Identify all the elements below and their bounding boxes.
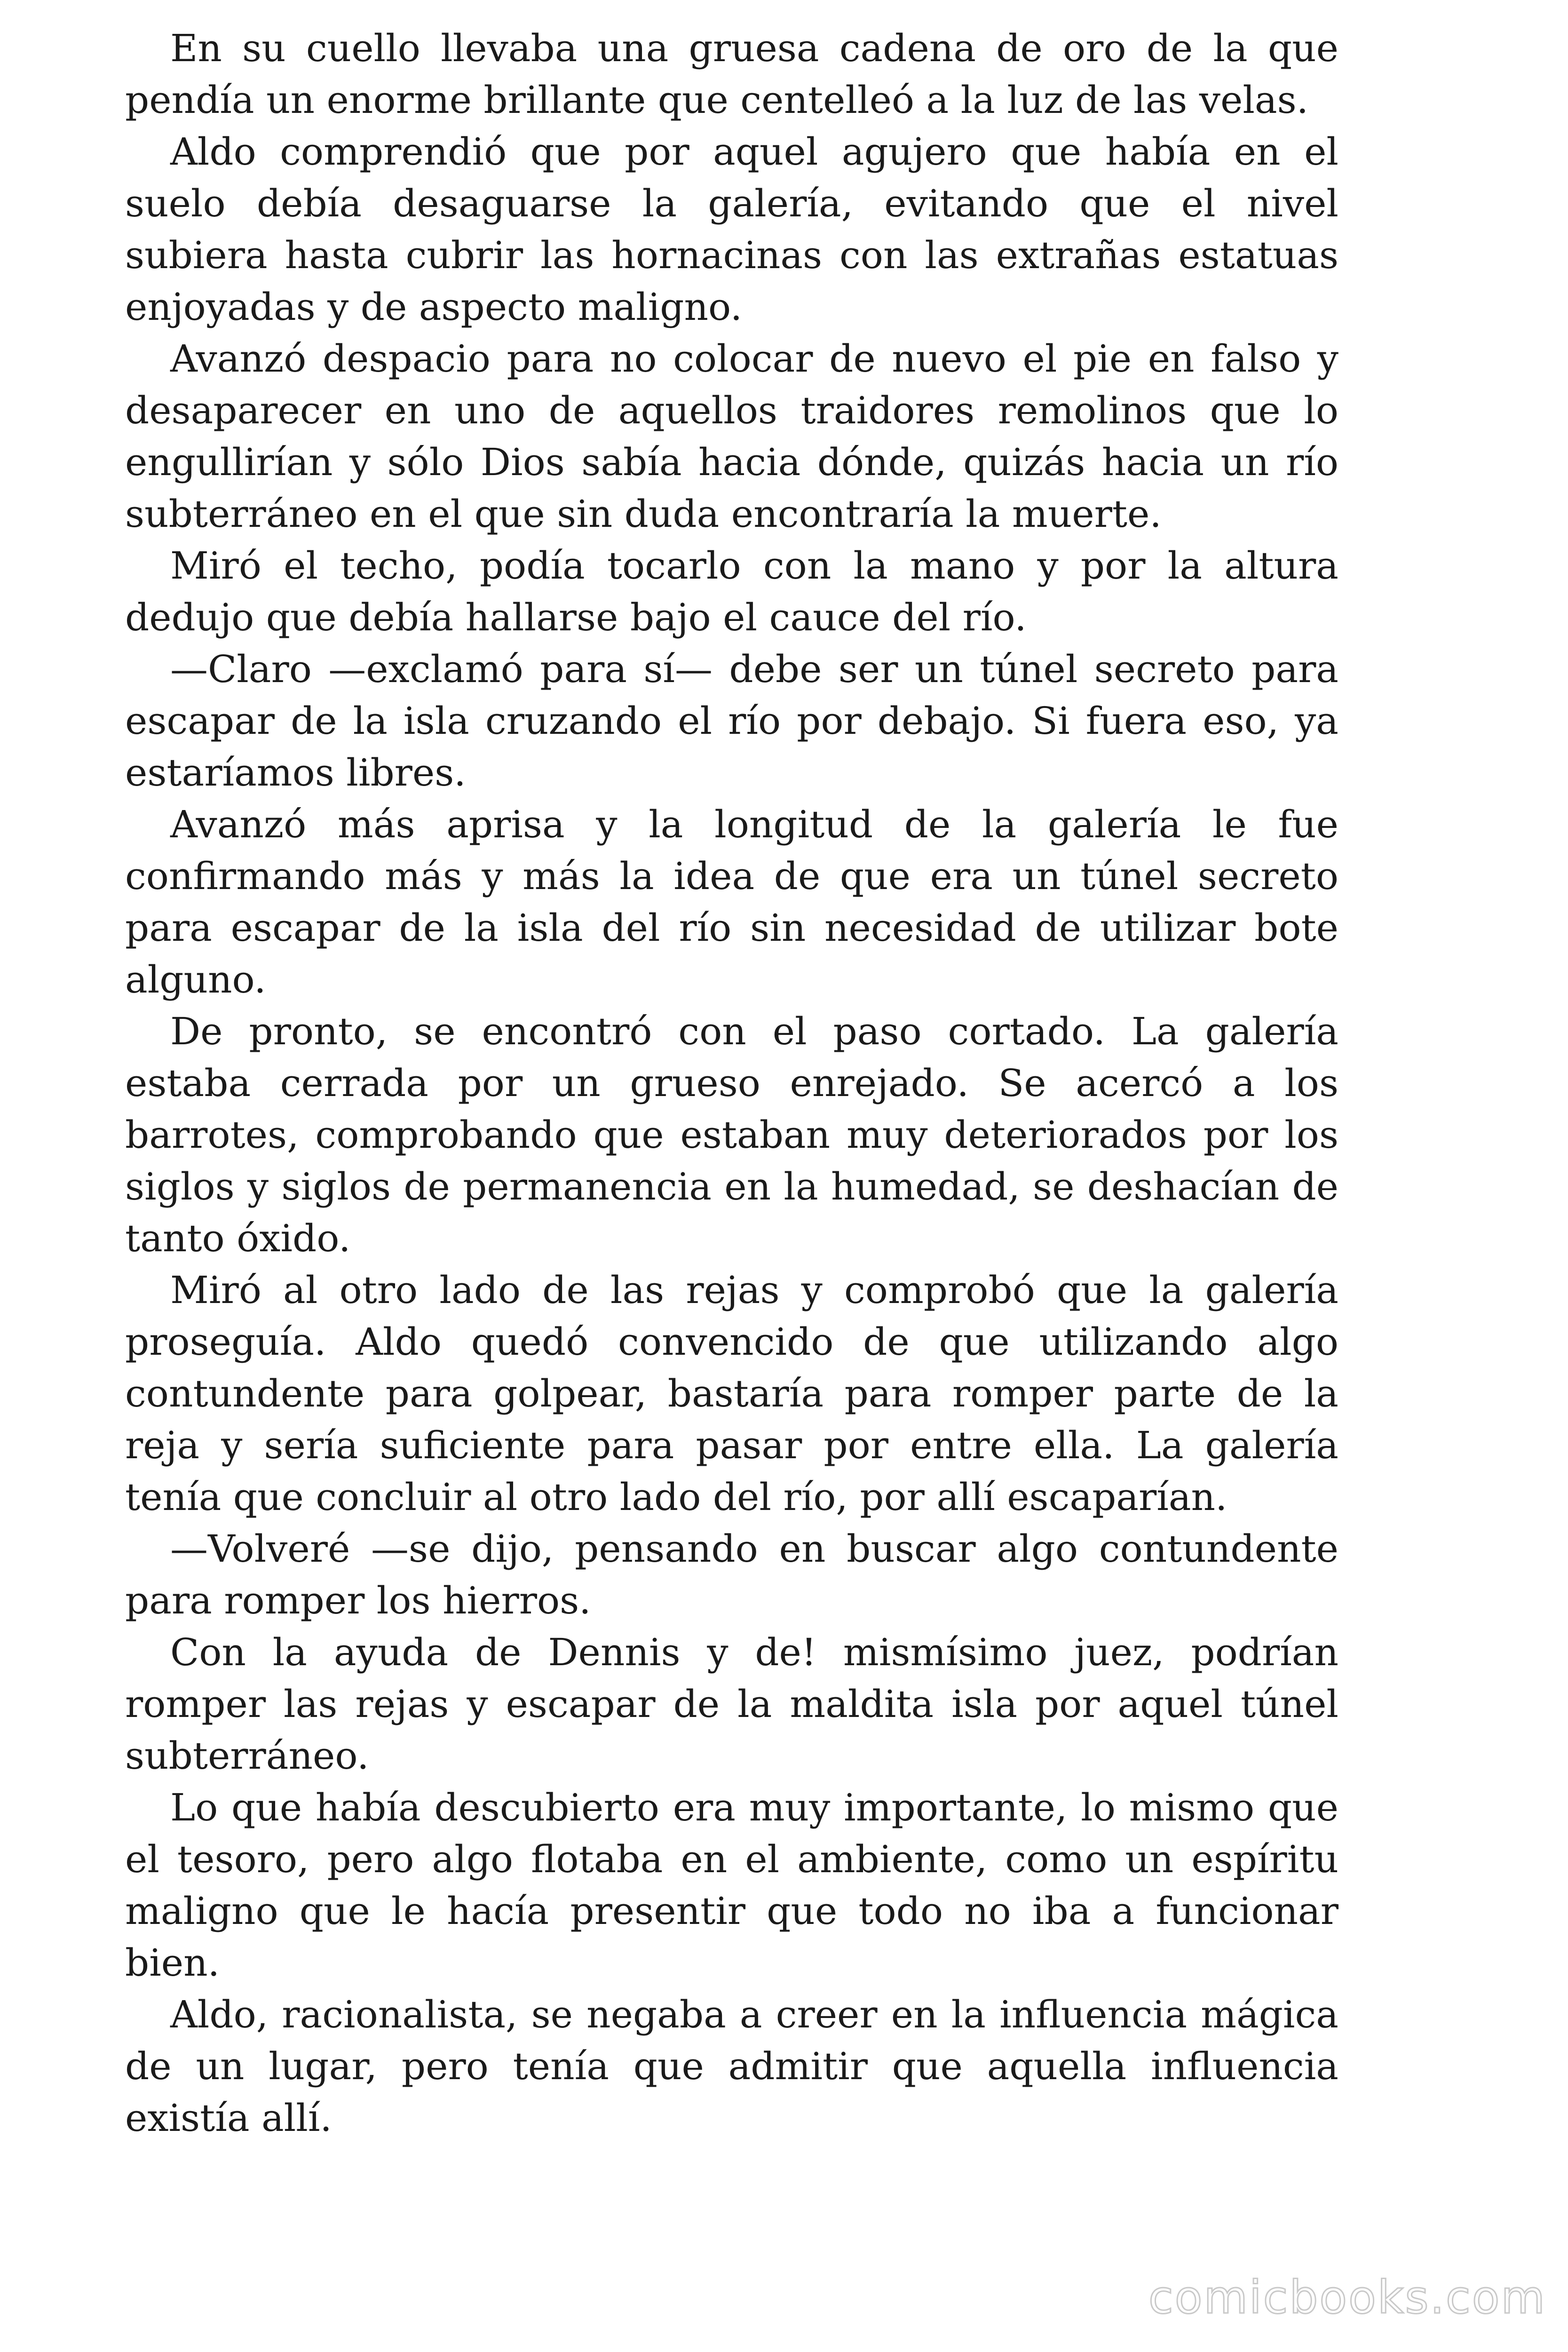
watermark: comicbooks.com xyxy=(1148,2271,1546,2324)
paragraph: Con la ayuda de Dennis y de! mismísimo juez, podrían romper las rejas y escapar de la maldita isla por aquel túnel subterráneo. xyxy=(125,1630,1338,1778)
paragraph: —Claro —exclamó para sí— debe ser un túnel secreto para escapar de la isla cruzando el río por debajo. Si fuera eso, ya estaríamos libres. xyxy=(125,647,1338,795)
paragraph: De pronto, se encontró con el paso cortado. La galería estaba cerrada por un grueso enrejado. Se acercó a los barrotes, comprobando que estaban muy deteriorados por los siglos y siglos de permanencia en la humedad, se deshacían de tanto óxido. xyxy=(125,1009,1338,1260)
paragraph: —Volveré —se dijo, pensando en buscar algo contundente para romper los hierros. xyxy=(125,1527,1338,1622)
paragraph: Aldo, racionalista, se negaba a creer en la influencia mágica de un lugar, pero tenía que admitir que aquella influencia existía allí. xyxy=(125,1993,1338,2140)
paragraph: Aldo comprendió que por aquel agujero que había en el suelo debía desaguarse la galería, evitando que el nivel subiera hasta cubrir las hornacinas con las extrañas estatuas enjoyadas y de aspecto maligno. xyxy=(125,130,1338,329)
paragraph: Avanzó despacio para no colocar de nuevo el pie en falso y desaparecer en uno de aquellos traidores remolinos que lo engullirían y sólo Dios sabía hacia dónde, quizás hacia un río subterráneo en el que sin duda encontraría la muerte. xyxy=(125,337,1338,536)
paragraph: Miró al otro lado de las rejas y comprobó que la galería proseguía. Aldo quedó convencido de que utilizando algo contundente para golpear, bastaría para romper parte de la reja y sería suficiente para pasar por entre ella. La galería tenía que concluir al otro lado del río, por allí escaparían. xyxy=(125,1268,1338,1519)
book-page-text xyxy=(125,23,1338,2144)
paragraph: Lo que había descubierto era muy importante, lo mismo que el tesoro, pero algo flotaba en el ambiente, como un espíritu maligno que le hacía presentir que todo no iba a funcionar bien. xyxy=(125,1786,1338,1985)
paragraph: Avanzó más aprisa y la longitud de la galería le fue confirmando más y más la idea de que era un túnel secreto para escapar de la isla del río sin necesidad de utilizar bote alguno. xyxy=(125,803,1338,1001)
paragraph: Miró el techo, podía tocarlo con la mano y por la altura dedujo que debía hallarse bajo el cauce del río. xyxy=(125,544,1338,639)
paragraph: En su cuello llevaba una gruesa cadena de oro de la que pendía un enorme brillante que centelleó a la luz de las velas. xyxy=(125,26,1338,122)
